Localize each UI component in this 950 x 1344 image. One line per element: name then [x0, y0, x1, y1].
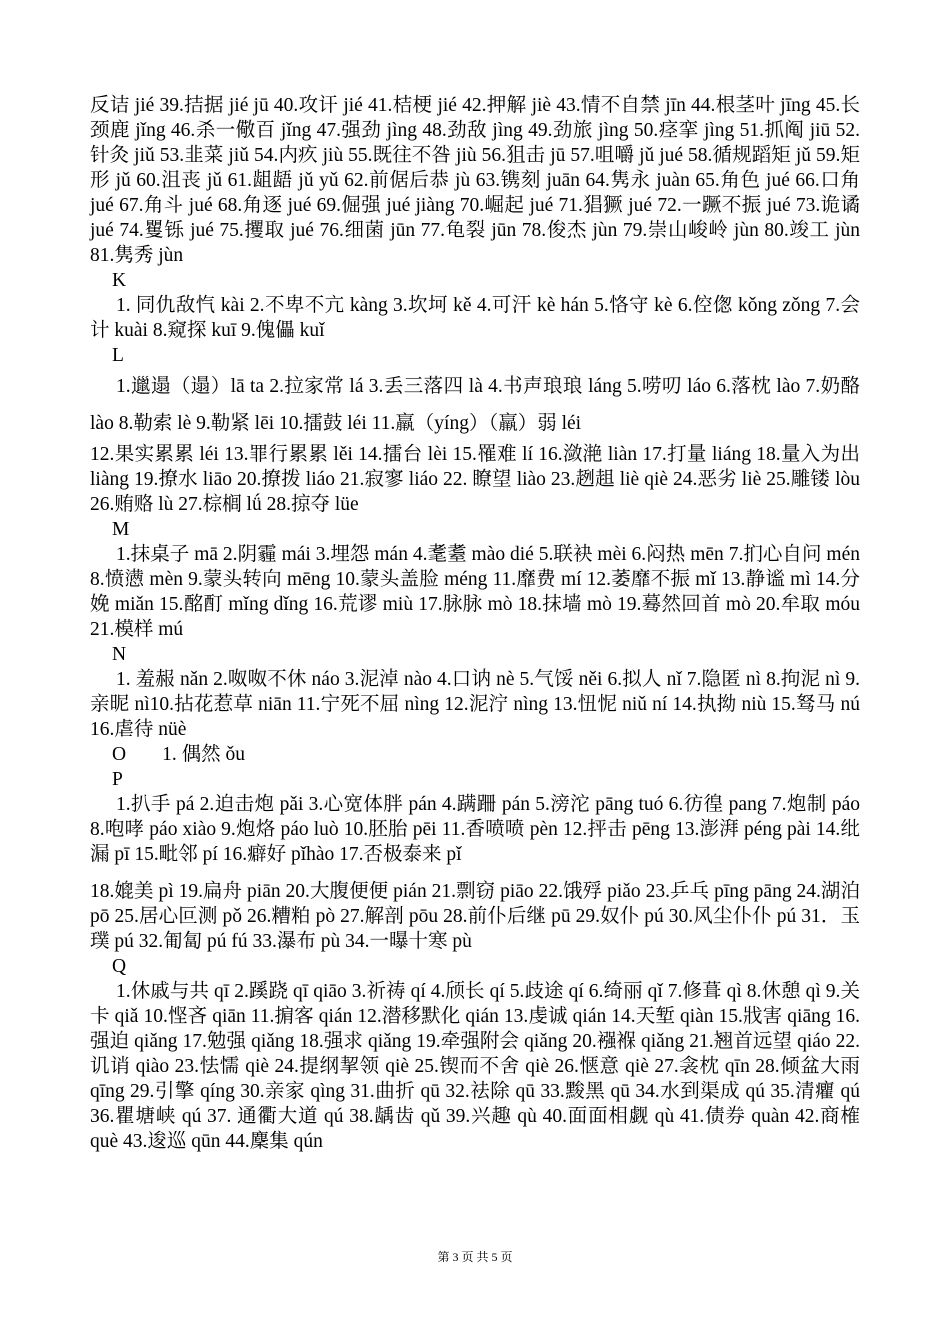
- section-l-text-1: 1.邋遢（遢）lā ta 2.拉家常 lá 3.丢三落四 là 4.书声琅琅 láng 5.唠叨 láo 6.落枕 lào 7.奶酪 lào 8.勒索 lè 9.勒紧 lēi 10.擂鼓 léi 11.羸（yíng）（羸）弱 léi: [90, 376, 860, 434]
- section-p-text-1: 1.扒手 pá 2.迫击炮 pǎi 3.心宽体胖 pán 4.蹒跚 pán 5.滂沱 pāng tuó 6.彷徨 pang 7.炮制 páo 8.咆哮 páo xiào 9.炮烙 páo luò 10.胚胎 pēi 11.香喷喷 pèn 12.抨击 pēng 13.澎湃 péng pài 14.纰漏 pī 15.毗邻 pí 16.癖好 pǐhào 17.否极泰来 pǐ: [90, 794, 860, 865]
- section-p-text-2: 18.媲美 pì 19.扁舟 piān 20.大腹便便 pián 21.剽窃 piāo 22.饿殍 piǎo 23.乒乓 pīng pāng 24.湖泊 pō 25.居心叵测 pǒ 26.糟粕 pò 27.解剖 pōu 28.前仆后继 pū 29.奴仆 pú 30.风尘仆仆 pú 31．玉璞 pú 32.匍匐 pú fú 33.瀑布 pù 34.一曝十寒 pù: [90, 881, 860, 952]
- letter-heading-o: O: [112, 744, 127, 765]
- letter-heading-m: M: [112, 519, 130, 540]
- section-j-continued: 反诘 jié 39.拮据 jié jū 40.攻讦 jié 41.桔梗 jié 42.押解 jiè 43.情不自禁 jīn 44.根茎叶 jīng 45.长颈鹿 jǐng 46.杀一儆百 jǐng 47.强劲 jìng 48.劲敌 jìng 49.劲旅 jìng 50.痉挛 jìng 51.抓阄 jiū 52.针灸 jiǔ 53.韭菜 jiǔ 54.内疚 jiù 55.既往不咎 jiù 56.狙击 jū 57.咀嚼 jǔ jué 58.循规蹈矩 jǔ 59.矩形 jǔ 60.沮丧 jǔ 61.龃龉 jǔ yǔ 62.前倨后恭 jù 63.镌刻 juān 64.隽永 juàn 65.角色 jué 66.口角 jué 67.角斗 jué 68.角逐 jué 69.倔强 jué jiàng 70.崛起 jué 71.猖獗 jué 72.一蹶不振 jué 73.诡谲 jué 74.矍铄 jué 75.攫取 jué 76.细菌 jūn 77.龟裂 jūn 78.俊杰 jùn 79.崇山峻岭 jùn 80.竣工 jùn 81.隽秀 jùn: [90, 95, 860, 266]
- section-o-text: 1. 偶然 ǒu: [162, 744, 245, 765]
- section-o-line: [90, 742, 860, 767]
- section-m-text: 1.抹桌子 mā 2.阴霾 mái 3.埋怨 mán 4.耄耋 mào dié 5.联袂 mèi 6.闷热 mēn 7.扪心自问 mén 8.愤懑 mèn 9.蒙头转向 mēng 10.蒙头盖脸 méng 11.靡费 mí 12.萎靡不振 mǐ 13.静谧 mì 14.分娩 miǎn 15.酩酊 mǐng dǐng 16.荒谬 miù 17.脉脉 mò 18.抹墙 mò 19.蓦然回首 mò 20.牟取 móu 21.模样 mú: [90, 544, 860, 640]
- letter-heading-p: P: [112, 769, 123, 790]
- letter-heading-k: K: [112, 270, 127, 291]
- page-footer: 第 3 页 共 5 页: [437, 1250, 513, 1264]
- document-page: [90, 93, 860, 1154]
- letter-heading-n: N: [112, 644, 127, 665]
- letter-heading-l: L: [112, 345, 124, 366]
- section-q-text: 1.休戚与共 qī 2.蹊跷 qī qiāo 3.祈祷 qí 4.颀长 qí 5.歧途 qí 6.绮丽 qǐ 7.修葺 qì 8.休憩 qì 9.关卡 qiǎ 10.悭吝 qiān 11.掮客 qián 12.潜移默化 qián 13.虔诚 qián 14.天堑 qiàn 15.戕害 qiāng 16.强迫 qiǎng 17.勉强 qiǎng 18.强求 qiǎng 19.牵强附会 qiǎng 20.襁褓 qiǎng 21.翘首远望 qiáo 22.讥诮 qiào 23.怯懦 qiè 24.提纲挈领 qiè 25.锲而不舍 qiè 26.惬意 qiè 27.衾枕 qīn 28.倾盆大雨 qīng 29.引擎 qíng 30.亲家 qìng 31.曲折 qū 32.祛除 qū 33.黢黑 qū 34.水到渠成 qú 35.清癯 qú 36.瞿塘峡 qú 37. 通衢大道 qú 38.龋齿 qǔ 39.兴趣 qù 40.面面相觑 qù 41.债券 quàn 42.商榷 què 43.逡巡 qūn 44.麇集 qún: [90, 981, 860, 1152]
- letter-heading-q: Q: [112, 956, 127, 977]
- section-l-text-2: 12.果实累累 léi 13.罪行累累 lěi 14.擂台 lèi 15.罹难 lí 16.潋滟 liàn 17.打量 liáng 18.量入为出 liàng 19.撩水 liāo 20.撩拨 liáo 21.寂寥 liáo 22. 瞭望 liào 23.趔趄 liè qiè 24.恶劣 liè 25.雕镂 lòu 26.贿赂 lù 27.棕榈 lǘ 28.掠夺 lüe: [90, 444, 860, 515]
- section-k-text: 1. 同仇敌忾 kài 2.不卑不亢 kàng 3.坎坷 kě 4.可汗 kè hán 5.恪守 kè 6.倥偬 kǒng zǒng 7.会计 kuài 8.窥探 kuī 9.傀儡 kuǐ: [90, 295, 860, 341]
- section-n-text: 1. 羞赧 nǎn 2.呶呶不休 náo 3.泥淖 nào 4.口讷 nè 5.气馁 něi 6.拟人 nǐ 7.隐匿 nì 8.拘泥 nì 9.亲昵 nì10.拈花惹草 niān 11.宁死不屈 nìng 12.泥泞 nìng 13.忸怩 niǔ ní 14.执拗 niù 15.驽马 nú 16.虐待 nüè: [90, 669, 860, 740]
- paragraph-gap: [90, 867, 860, 879]
